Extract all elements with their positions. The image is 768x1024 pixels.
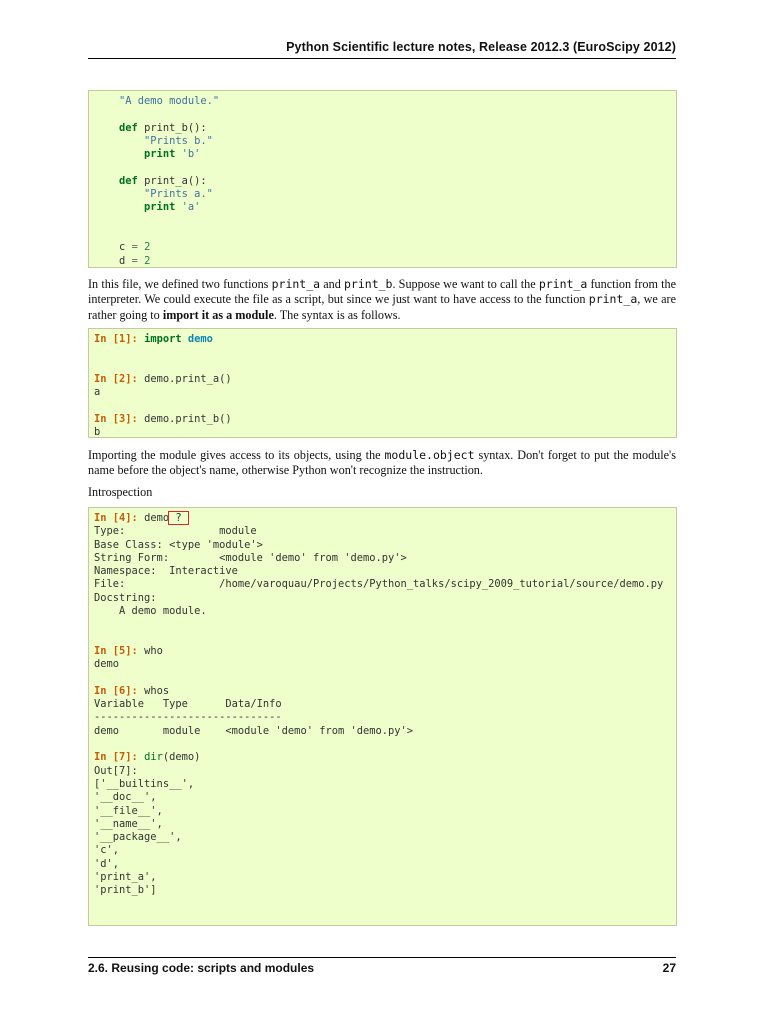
code-command: who <box>144 644 163 657</box>
code-output: b <box>94 426 101 439</box>
code-keyword: def <box>119 174 138 187</box>
code-number: 2 <box>144 241 151 254</box>
text: and <box>320 277 344 291</box>
ipython-prompt: In [3]: <box>94 412 138 425</box>
code-function-name: print_a <box>144 174 188 187</box>
text: Importing the module gives access to its objects, using the <box>88 448 385 462</box>
text: syntax. Don't forget to put the module's name before the object's name, otherwise Python won't recognize the instruction. <box>88 448 676 478</box>
dir-output-line: 'print_a', <box>94 871 157 884</box>
text: function from the interpreter. We could execute the file as a script, but since we just want to have access to the function <box>88 277 676 307</box>
code-variable: c <box>119 241 126 254</box>
code-keyword: import <box>144 333 182 345</box>
code-keyword: def <box>119 121 138 134</box>
bold-text: import it as a module <box>162 307 274 322</box>
info-line: Base Class: <type 'module'> <box>94 538 263 551</box>
question-mark: ? <box>175 512 182 524</box>
whos-line: ------------------------------ <box>94 711 282 724</box>
code-variable: d <box>119 254 126 267</box>
text: , we are rather going to <box>88 292 676 322</box>
ipython-prompt: In [6]: <box>94 684 138 697</box>
highlighted-question-mark <box>169 512 188 524</box>
dir-output-line: '__doc__', <box>94 791 157 804</box>
dir-output-line: Out[7]: <box>94 764 138 777</box>
inline-code: print_b <box>344 277 393 291</box>
code-output: a <box>94 386 101 399</box>
whos-line: demo module <module 'demo' from 'demo.py'> <box>94 724 414 737</box>
ipython-prompt: In [7]: <box>94 751 138 764</box>
code-function-name: print_b <box>144 121 188 134</box>
code-builtin: dir <box>144 751 163 764</box>
header-rule <box>88 58 676 59</box>
info-line: A demo module. <box>94 605 207 618</box>
code-block-import <box>88 328 677 438</box>
dir-output-line: '__name__', <box>94 817 163 830</box>
code-output: demo <box>94 658 120 671</box>
footer-section-title: 2.6. Reusing code: scripts and modules <box>88 961 315 975</box>
inline-code: module.object <box>384 448 475 462</box>
code-listing <box>89 329 676 439</box>
code-number: 2 <box>144 254 151 267</box>
inline-code: print_a <box>588 292 638 307</box>
ipython-prompt: In [4]: <box>94 512 138 524</box>
code-call: demo.print_b() <box>144 412 232 425</box>
dir-output-line: ['__builtins__', <box>94 777 195 790</box>
footer-rule <box>88 957 676 958</box>
code-args: (demo) <box>162 751 201 764</box>
code-string: 'a' <box>181 201 201 214</box>
dir-output-line: 'print_b'] <box>94 884 157 897</box>
ipython-prompt: In [1]: <box>94 333 138 345</box>
code-string: 'b' <box>181 148 201 161</box>
code-keyword: print <box>144 201 176 214</box>
code-block-introspection <box>88 507 677 926</box>
text: . The syntax is as follows. <box>273 307 401 322</box>
info-line: File: /home/varoquau/Projects/Python_talks/scipy_2009_tutorial/source/demo.py <box>94 578 664 591</box>
page-number: 27 <box>662 961 676 975</box>
info-line: Docstring: <box>94 591 157 604</box>
dir-output-line: '__package__', <box>94 831 182 844</box>
paragraph-module-object <box>88 448 676 479</box>
code-module-name: demo <box>187 333 213 345</box>
ipython-prompt: In [2]: <box>94 372 138 385</box>
text: In this file, we defined two functions <box>88 277 272 291</box>
inline-code: print_a <box>538 277 588 291</box>
dir-output-line: 'd', <box>94 857 120 870</box>
code-block-demo-module <box>88 90 677 268</box>
paragraph-introspection: Introspection <box>88 485 153 499</box>
code-operator: = <box>131 241 138 254</box>
code-docstring: "Prints b." <box>144 134 213 147</box>
running-header: Python Scientific lecture notes, Release 2012.3 (EuroScipy 2012) <box>286 40 676 54</box>
code-keyword: print <box>144 148 176 161</box>
code-command: whos <box>144 684 170 697</box>
code-object: demo <box>144 512 170 524</box>
info-line: Namespace: Interactive <box>94 565 238 578</box>
ipython-prompt: In [5]: <box>94 644 138 657</box>
code-listing <box>89 508 676 898</box>
whos-line: Variable Type Data/Info <box>94 698 282 711</box>
info-line: Type: module <box>94 525 257 538</box>
code-listing: "A demo module." def print_b(): "Prints b." print 'b' def print_a(): "Prints a." print 'a' c = 2 d = 2 <box>119 95 220 267</box>
code-docstring: "A demo module." <box>119 95 220 107</box>
running-footer <box>88 961 676 975</box>
text: . Suppose we want to call the <box>392 277 539 291</box>
code-call: demo.print_a() <box>144 372 232 385</box>
dir-output-line: 'c', <box>94 844 120 857</box>
paragraph-functions <box>88 277 676 323</box>
inline-code: print_a <box>271 277 321 291</box>
code-operator: = <box>131 254 138 267</box>
dir-output-line: '__file__', <box>94 804 163 817</box>
info-line: String Form: <module 'demo' from 'demo.py'> <box>94 551 407 564</box>
code-docstring: "Prints a." <box>144 188 213 201</box>
